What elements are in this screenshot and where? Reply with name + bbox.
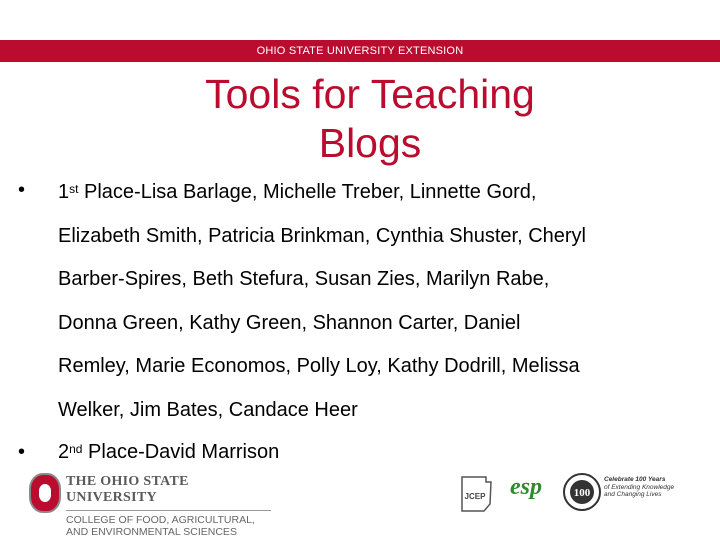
bullet-line [58,171,708,215]
centennial-tagline [604,476,684,499]
esp-logo: esp [510,474,542,500]
bullet-text: Place-David Marrison [82,441,280,463]
bullet-first-place [58,171,708,433]
bullet-line: Donna Green, Kathy Green, Shannon Carter, Daniel [58,311,521,334]
bullet-second-place [58,431,708,475]
tagline-line-3: and Changing Lives [604,491,662,498]
tagline-line-2: of Extending Knowledge [604,483,675,491]
university-name: THE OHIO STATE UNIVERSITY [66,474,189,505]
bullet-line [58,431,708,475]
title-line-1: Tools for Teaching [205,71,535,117]
bullet-marker: • [18,441,26,463]
college-line-1: COLLEGE OF FOOD, AGRICULTURAL, [66,514,255,526]
wordmark-divider [66,510,271,511]
ordinal-suffix: nd [69,442,83,456]
centennial-seal [562,472,602,512]
seal-label: 100 [573,487,591,499]
bullet-line: Barber-Spires, Beth Stefura, Susan Zies, Marilyn Rabe, [58,268,550,291]
jcep-logo [456,474,496,514]
bullet-text: Place-Lisa Barlage, Michelle Treber, Linnette Gord, [78,181,537,203]
ordinal-suffix: st [69,182,79,196]
jcep-label: JCEP [464,492,486,501]
slide-title [120,70,620,168]
bullet-line: Remley, Marie Economos, Polly Loy, Kathy Dodrill, Melissa [58,355,580,378]
header-banner: OHIO STATE UNIVERSITY EXTENSION [0,40,720,62]
bullet-line: Elizabeth Smith, Patricia Brinkman, Cynthia Shuster, Cheryl [58,224,586,247]
osu-block-o-logo [28,472,62,514]
osu-wordmark [66,474,276,538]
tagline-line-1: Celebrate 100 Years [604,476,666,483]
title-line-2: Blogs [318,120,422,166]
ordinal-number: 1 [58,181,70,203]
ordinal-number: 2 [58,441,70,463]
bullet-line: Welker, Jim Bates, Candace Heer [58,398,358,421]
college-line-2: AND ENVIRONMENTAL SCIENCES [66,526,237,538]
bullet-marker: • [18,179,26,201]
